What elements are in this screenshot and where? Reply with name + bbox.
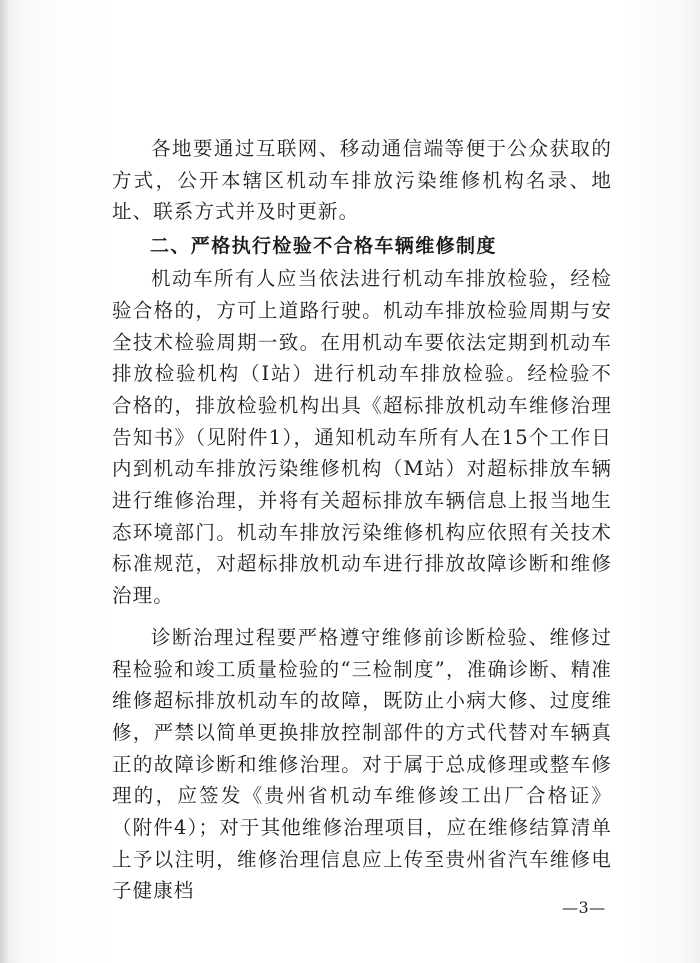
section-heading: 二、严格执行检验不合格车辆维修制度 <box>150 235 497 258</box>
paragraph-2: 机动车所有人应当依法进行机动车排放检验，经检验合格的，方可上道路行驶。机动车排放检验周期与安全技术检验周期一致。在用机动车要依法定期到机动车排放检验机构（I站）进行机动车排放检验。经检验不合格的，排放检验机构出具《超标排放机动车维修治理告知书》（见附件1），通知机动车所有人在15个工作日内到机动车排放污染维修机构（M站）对超标排放车辆进行维修治理，并将有关超标排放车辆信息上报当地生态环境部门。机动车排放污染维修机构应依照有关技术标准规范，对超标排放机动车进行排放故障诊断和维修治理。 <box>112 267 612 608</box>
paragraph-3: 诊断治理过程要严格遵守维修前诊断检验、维修过程检验和竣工质量检验的“三检制度”，准确诊断、精准维修超标排放机动车的故障，既防止小病大修、过度维修，严禁以简单更换排放控制部件的方式代替对车辆真正的故障诊断和维修治理。对于属于总成修理或整车修理的，应签发《贵州省机动车维修竣工出厂合格证》（附件4）；对于其他维修治理项目，应在维修结算清单上予以注明，维修治理信息应上传至贵州省汽车维修电子健康档 <box>112 625 612 903</box>
paragraph-spacer <box>112 612 612 622</box>
page-edge-shadow <box>0 0 8 963</box>
document-body <box>112 133 612 907</box>
paragraph-1: 各地要通过互联网、移动通信端等便于公众获取的方式，公开本辖区机动车排放污染维修机构名录、地址、联系方式并及时更新。 <box>112 137 612 224</box>
page-number: —3— <box>562 898 606 917</box>
